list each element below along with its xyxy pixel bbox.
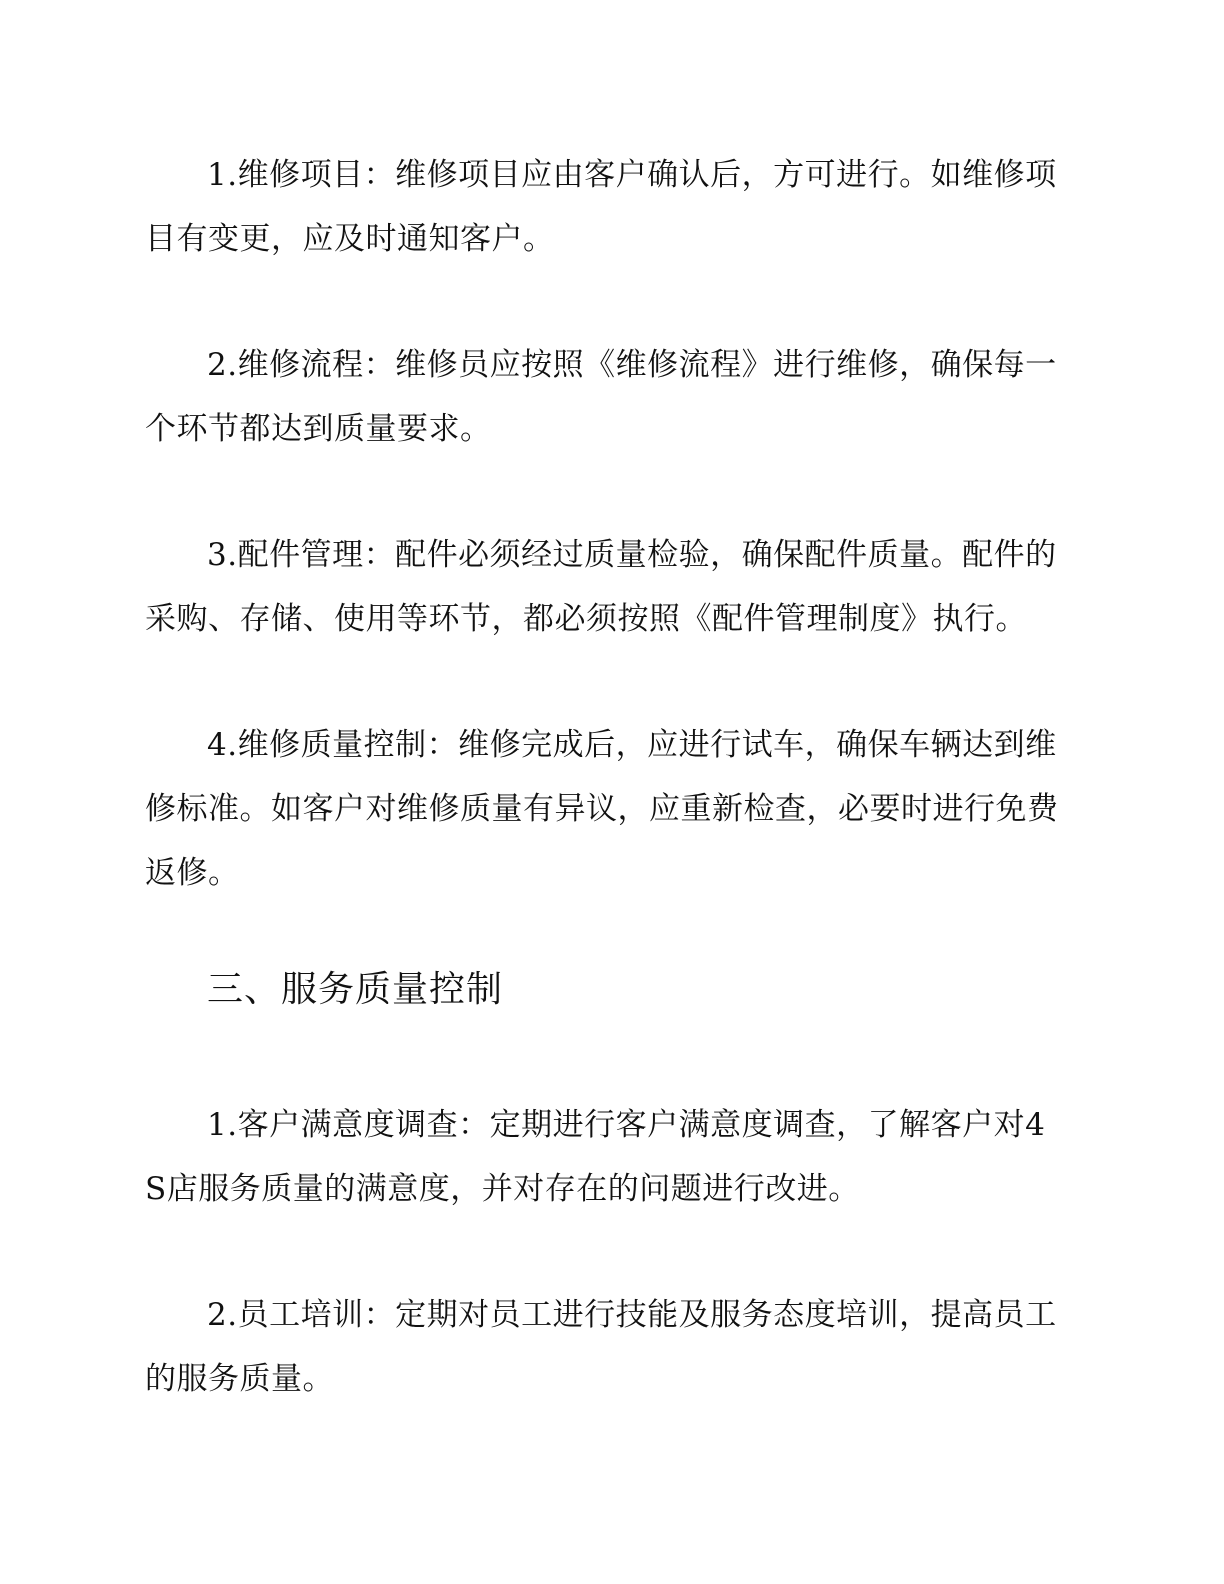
paragraph-customer-survey: 1.客户满意度调查：定期进行客户满意度调查，了解客户对4S店服务质量的满意度，并对存在的问题进行改进。 xyxy=(145,1107,1046,1207)
paragraph-repair-items: 1.维修项目：维修项目应由客户确认后，方可进行。如维修项目有变更，应及时通知客户。 xyxy=(145,157,1057,257)
paragraph-parts-management: 3.配件管理：配件必须经过质量检验，确保配件质量。配件的采购、存储、使用等环节，都必须按照《配件管理制度》执行。 xyxy=(145,537,1057,637)
paragraph-repair-quality-control: 4.维修质量控制：维修完成后，应进行试车，确保车辆达到维修标准。如客户对维修质量有异议，应重新检查，必要时进行免费返修。 xyxy=(145,727,1059,891)
section-heading-service-quality: 三、服务质量控制 xyxy=(207,969,504,1010)
paragraph-repair-process: 2.维修流程：维修员应按照《维修流程》进行维修，确保每一个环节都达到质量要求。 xyxy=(145,347,1057,447)
paragraph-staff-training: 2.员工培训：定期对员工进行技能及服务态度培训，提高员工的服务质量。 xyxy=(145,1297,1057,1397)
